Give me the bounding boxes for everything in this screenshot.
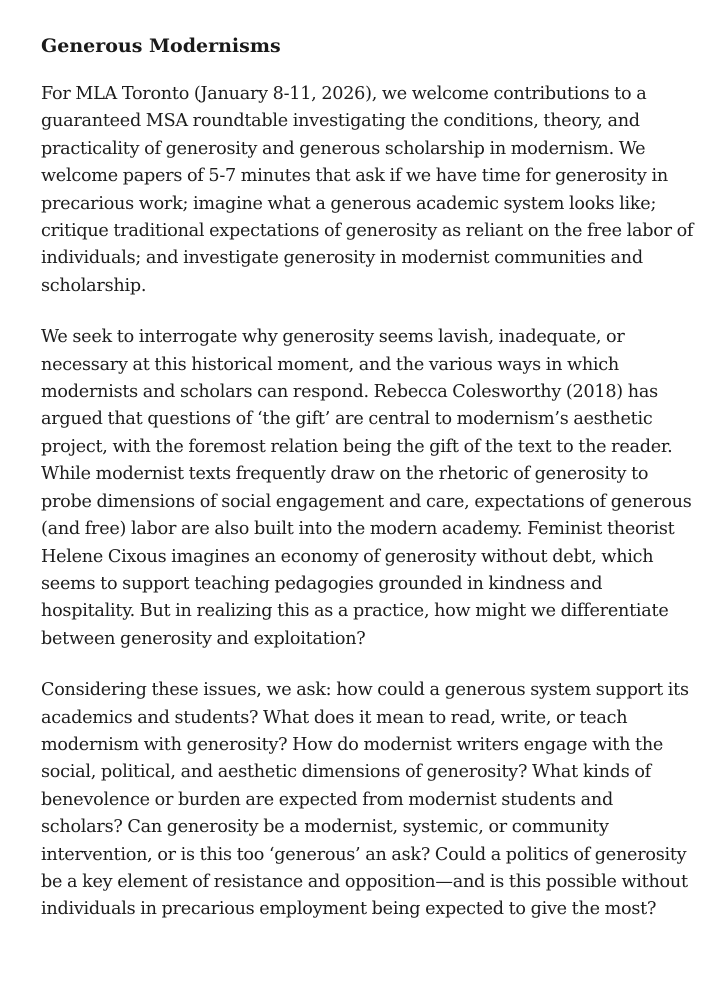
paragraph-1: For MLA Toronto (January 8-11, 2026), we welcome contributions to a guaranteed MSA roundtable investigating the conditions, theory, and practicality of generosity and generous scholarship in modernism. We welcome papers of 5-7 minutes that ask if we have time for generosity in precarious work; imagine what a generous academic system looks like; critique traditional expectations of generosity as reliant on the free labor of individuals; and investigate generosity in modernist communities and scholarship. <box>41 84 694 296</box>
paragraph-3: Considering these issues, we ask: how could a generous system support its academics and students? What does it mean to read, write, or teach modernism with generosity? How do modernist writers engage with the social, political, and aesthetic dimensions of generosity? What kinds of benevolence or burden are expected from modernist students and scholars? Can generosity be a modernist, systemic, or community intervention, or is this too ‘generous’ an ask? Could a politics of generosity be a key element of resistance and opposition—and is this possible without individuals in precarious employment being expected to give the most? <box>41 680 689 920</box>
paragraph-2: We seek to interrogate why generosity seems lavish, inadequate, or necessary at this historical moment, and the various ways in which modernists and scholars can respond. Rebecca Colesworthy (2018) has argued that questions of ‘the gift’ are central to modernism’s aesthetic project, with the foremost relation being the gift of the text to the reader. While modernist texts frequently draw on the rhetoric of generosity to probe dimensions of social engagement and care, expectations of generous (and free) labor are also built into the modern academy. Feminist theorist Helene Cixous imagines an economy of generosity without debt, which seems to support teaching pedagogies grounded in kindness and hospitality. But in realizing this as a practice, how might we differentiate between generosity and exploitation? <box>41 327 692 649</box>
document-title: Generous Modernisms <box>41 35 281 57</box>
